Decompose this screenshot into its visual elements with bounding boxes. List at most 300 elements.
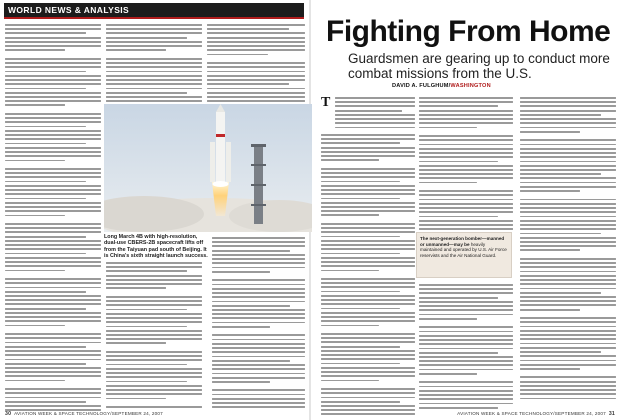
text-line bbox=[106, 279, 202, 281]
text-line bbox=[5, 138, 101, 140]
text-line bbox=[5, 231, 101, 233]
text-line bbox=[321, 299, 415, 301]
text-line bbox=[520, 355, 616, 357]
text-line bbox=[212, 402, 305, 404]
text-line bbox=[419, 394, 513, 396]
text-line bbox=[106, 270, 187, 272]
text-line bbox=[520, 254, 616, 256]
text-line bbox=[5, 172, 101, 174]
text-line bbox=[321, 375, 415, 377]
text-line bbox=[5, 388, 101, 390]
text-line bbox=[520, 220, 616, 222]
text-line bbox=[106, 62, 202, 64]
text-line bbox=[520, 207, 616, 209]
text-line bbox=[321, 286, 415, 288]
right-footer bbox=[457, 411, 615, 417]
text-line bbox=[5, 359, 101, 361]
left-footer bbox=[5, 411, 163, 417]
right-column-2 bbox=[419, 97, 513, 233]
right-column-3 bbox=[520, 97, 616, 402]
text-line bbox=[419, 118, 513, 120]
text-line bbox=[5, 312, 101, 314]
text-line bbox=[5, 193, 101, 195]
text-line bbox=[419, 326, 513, 328]
text-line bbox=[321, 316, 415, 318]
text-line bbox=[419, 403, 513, 405]
text-line bbox=[106, 372, 202, 374]
text-line bbox=[419, 177, 513, 179]
text-line bbox=[520, 245, 616, 247]
text-line bbox=[419, 373, 477, 375]
text-line bbox=[419, 377, 513, 379]
text-line bbox=[520, 393, 616, 395]
text-line bbox=[419, 352, 498, 354]
text-line bbox=[321, 236, 400, 238]
text-line bbox=[5, 397, 101, 399]
text-line bbox=[212, 317, 305, 319]
text-line bbox=[321, 155, 415, 157]
text-line bbox=[520, 190, 580, 192]
text-line bbox=[335, 101, 415, 103]
text-line bbox=[335, 105, 415, 107]
text-line bbox=[5, 371, 101, 373]
text-line bbox=[321, 164, 415, 166]
text-line bbox=[419, 211, 513, 213]
text-line bbox=[321, 380, 379, 382]
drop-cap: T bbox=[321, 95, 331, 110]
text-line bbox=[5, 126, 86, 128]
text-line bbox=[5, 130, 101, 132]
text-line bbox=[5, 401, 86, 403]
text-line bbox=[419, 169, 513, 171]
text-line bbox=[207, 88, 305, 90]
text-line bbox=[520, 131, 580, 133]
text-line bbox=[419, 297, 498, 299]
text-line bbox=[5, 367, 101, 369]
text-line bbox=[419, 228, 513, 230]
text-line bbox=[212, 279, 305, 281]
text-line bbox=[212, 334, 305, 336]
text-line bbox=[419, 318, 477, 320]
text-line bbox=[5, 109, 101, 111]
text-line bbox=[5, 303, 101, 305]
text-line bbox=[5, 236, 86, 238]
text-line bbox=[419, 360, 513, 362]
text-line bbox=[5, 71, 86, 73]
text-line bbox=[106, 28, 202, 30]
text-line bbox=[419, 152, 513, 154]
text-line bbox=[106, 389, 202, 391]
text-line bbox=[106, 24, 202, 26]
text-line bbox=[520, 173, 601, 175]
text-line bbox=[419, 161, 498, 163]
text-line bbox=[520, 182, 616, 184]
text-line bbox=[335, 127, 415, 129]
text-line bbox=[106, 342, 166, 344]
text-line bbox=[106, 304, 202, 306]
text-line bbox=[321, 261, 415, 263]
section-header bbox=[4, 3, 304, 17]
text-line bbox=[212, 398, 305, 400]
text-line bbox=[321, 388, 415, 390]
text-line bbox=[5, 49, 65, 51]
text-line bbox=[520, 321, 616, 323]
text-line bbox=[5, 278, 101, 280]
text-line bbox=[207, 49, 305, 51]
byline-name: DAVID A. FULGHUM/ bbox=[392, 83, 451, 89]
text-line bbox=[419, 369, 513, 371]
text-line bbox=[106, 32, 202, 34]
text-line bbox=[5, 240, 101, 242]
text-line bbox=[5, 37, 101, 39]
text-line bbox=[207, 45, 305, 47]
text-line bbox=[321, 384, 415, 386]
text-line bbox=[520, 309, 580, 311]
text-line bbox=[321, 409, 415, 411]
text-line bbox=[212, 254, 305, 256]
text-line bbox=[321, 329, 415, 331]
text-line bbox=[321, 265, 415, 267]
text-line bbox=[321, 392, 415, 394]
text-line bbox=[5, 265, 101, 267]
right-column-1 bbox=[335, 97, 415, 131]
text-line bbox=[207, 41, 305, 43]
text-line bbox=[321, 413, 415, 415]
text-line bbox=[520, 161, 616, 163]
text-line bbox=[207, 96, 305, 98]
text-line bbox=[106, 385, 202, 387]
text-line bbox=[106, 330, 202, 332]
text-line bbox=[106, 334, 202, 336]
text-line bbox=[335, 122, 415, 124]
text-line bbox=[321, 312, 415, 314]
text-line bbox=[5, 320, 101, 322]
text-line bbox=[321, 219, 415, 221]
text-line bbox=[207, 79, 305, 81]
text-line bbox=[321, 270, 379, 272]
text-line bbox=[5, 104, 65, 106]
text-line bbox=[212, 351, 305, 353]
text-line bbox=[520, 258, 616, 260]
text-line bbox=[419, 398, 513, 400]
text-line bbox=[321, 358, 415, 360]
rocket-launch-image bbox=[104, 104, 312, 232]
text-line bbox=[321, 248, 415, 250]
text-line bbox=[5, 45, 101, 47]
text-line bbox=[335, 97, 415, 99]
text-line bbox=[106, 283, 202, 285]
text-line bbox=[520, 262, 616, 264]
left-footer-title: AVIATION WEEK & SPACE TECHNOLOGY/SEPTEMBER 24, 2007 bbox=[14, 411, 163, 416]
text-line bbox=[419, 364, 513, 366]
left-column-1 bbox=[5, 24, 101, 414]
text-line bbox=[106, 92, 187, 94]
text-line bbox=[321, 333, 415, 335]
text-line bbox=[106, 296, 202, 298]
text-line bbox=[106, 83, 202, 85]
text-line bbox=[5, 113, 101, 115]
text-line bbox=[419, 135, 513, 137]
text-line bbox=[5, 354, 101, 356]
text-line bbox=[5, 198, 86, 200]
text-line bbox=[321, 147, 415, 149]
text-line bbox=[419, 207, 513, 209]
text-line bbox=[5, 342, 101, 344]
text-line bbox=[106, 351, 202, 353]
text-line bbox=[335, 114, 415, 116]
text-line bbox=[212, 377, 305, 379]
text-line bbox=[5, 316, 101, 318]
text-line bbox=[212, 339, 305, 341]
text-line bbox=[321, 206, 415, 208]
sidebar-caption-bold: The next-generation bomber—manned or unmanned—may be bbox=[420, 236, 505, 247]
section-title: WORLD NEWS & ANALYSIS bbox=[8, 5, 130, 15]
text-line bbox=[419, 407, 498, 409]
section-rule bbox=[4, 17, 304, 19]
text-line bbox=[5, 384, 101, 386]
text-line bbox=[419, 331, 513, 333]
text-line bbox=[106, 406, 202, 408]
text-line bbox=[419, 335, 513, 337]
text-line bbox=[106, 41, 202, 43]
text-line bbox=[106, 266, 202, 268]
text-line bbox=[520, 334, 616, 336]
text-line bbox=[321, 185, 415, 187]
text-line bbox=[335, 110, 402, 112]
text-line bbox=[106, 398, 166, 400]
text-line bbox=[106, 71, 202, 73]
text-line bbox=[106, 45, 202, 47]
text-line bbox=[212, 368, 305, 370]
text-line bbox=[520, 398, 616, 400]
text-line bbox=[106, 368, 202, 370]
text-line bbox=[212, 296, 305, 298]
text-line bbox=[5, 79, 101, 81]
text-line bbox=[520, 271, 616, 273]
article-byline bbox=[392, 83, 491, 89]
text-line bbox=[212, 394, 305, 396]
text-line bbox=[419, 97, 513, 99]
text-line bbox=[321, 151, 415, 153]
text-line bbox=[520, 360, 616, 362]
text-line bbox=[5, 92, 101, 94]
text-line bbox=[419, 288, 513, 290]
text-line bbox=[419, 182, 477, 184]
text-line bbox=[419, 216, 498, 218]
text-line bbox=[321, 367, 415, 369]
text-line bbox=[5, 287, 101, 289]
text-line bbox=[5, 155, 101, 157]
text-line bbox=[212, 241, 305, 243]
text-line bbox=[419, 314, 513, 316]
text-line bbox=[321, 278, 415, 280]
text-line bbox=[5, 337, 101, 339]
text-line bbox=[5, 257, 101, 259]
text-line bbox=[212, 330, 305, 332]
text-line bbox=[419, 165, 513, 167]
text-line bbox=[520, 381, 616, 383]
text-line bbox=[106, 402, 202, 404]
text-line bbox=[321, 168, 415, 170]
text-line bbox=[520, 165, 616, 167]
text-line bbox=[212, 356, 305, 358]
text-line bbox=[520, 275, 616, 277]
text-line bbox=[520, 177, 616, 179]
text-line bbox=[5, 282, 101, 284]
text-line bbox=[321, 257, 415, 259]
text-line bbox=[321, 405, 415, 407]
text-line bbox=[207, 92, 305, 94]
text-line bbox=[106, 292, 202, 294]
text-line bbox=[321, 159, 379, 161]
text-line bbox=[520, 169, 616, 171]
text-line bbox=[5, 405, 101, 407]
text-line bbox=[419, 190, 513, 192]
text-line bbox=[207, 100, 305, 102]
text-line bbox=[5, 215, 65, 217]
text-line bbox=[212, 237, 305, 239]
text-line bbox=[5, 75, 101, 77]
text-line bbox=[5, 100, 101, 102]
text-line bbox=[5, 134, 101, 136]
text-line bbox=[520, 338, 616, 340]
text-line bbox=[212, 406, 305, 408]
text-line bbox=[212, 389, 305, 391]
text-line bbox=[520, 351, 601, 353]
text-line bbox=[106, 262, 202, 264]
text-line bbox=[207, 58, 305, 60]
text-line bbox=[5, 62, 101, 64]
text-line bbox=[520, 152, 616, 154]
text-line bbox=[212, 292, 305, 294]
byline-location: WASHINGTON bbox=[450, 83, 491, 89]
text-line bbox=[520, 148, 616, 150]
rocket-launch-photo bbox=[104, 104, 312, 232]
article-headline: Fighting From Home bbox=[326, 15, 611, 48]
left-page-number: 30 bbox=[5, 411, 12, 417]
text-line bbox=[5, 223, 101, 225]
text-line bbox=[106, 321, 202, 323]
text-line bbox=[212, 250, 290, 252]
text-line bbox=[321, 214, 379, 216]
text-line bbox=[106, 37, 187, 39]
text-line bbox=[321, 134, 415, 136]
text-line bbox=[419, 301, 513, 303]
text-line bbox=[212, 360, 290, 362]
text-line bbox=[520, 194, 616, 196]
text-line bbox=[520, 228, 616, 230]
text-line bbox=[106, 355, 202, 357]
text-line bbox=[520, 296, 616, 298]
text-line bbox=[419, 203, 513, 205]
text-line bbox=[5, 151, 101, 153]
text-line bbox=[520, 118, 616, 120]
text-line bbox=[5, 164, 101, 166]
text-line bbox=[321, 193, 415, 195]
text-line bbox=[5, 189, 101, 191]
text-line bbox=[212, 322, 305, 324]
text-line bbox=[419, 144, 513, 146]
text-line bbox=[321, 202, 415, 204]
text-line bbox=[5, 54, 101, 56]
sidebar-caption-rest: heavily maintained and operated by U.S. Air Force reservists and the Air National Guard. bbox=[420, 241, 507, 258]
text-line bbox=[321, 138, 415, 140]
text-line bbox=[5, 375, 101, 377]
text-line bbox=[321, 350, 415, 352]
text-line bbox=[520, 224, 616, 226]
text-line bbox=[106, 275, 202, 277]
text-line bbox=[5, 227, 101, 229]
text-line bbox=[419, 292, 513, 294]
text-line bbox=[106, 326, 187, 328]
text-line bbox=[5, 168, 101, 170]
text-line bbox=[520, 292, 601, 294]
text-line bbox=[212, 305, 290, 307]
text-line bbox=[5, 346, 86, 348]
text-line bbox=[520, 186, 616, 188]
text-line bbox=[520, 199, 616, 201]
text-line bbox=[520, 266, 616, 268]
text-line bbox=[5, 24, 101, 26]
text-line bbox=[321, 397, 415, 399]
text-line bbox=[419, 356, 513, 358]
text-line bbox=[419, 199, 513, 201]
text-line bbox=[321, 308, 400, 310]
text-line bbox=[321, 295, 415, 297]
text-line bbox=[419, 343, 513, 345]
text-line bbox=[520, 385, 616, 387]
text-line bbox=[106, 347, 202, 349]
text-line bbox=[419, 348, 513, 350]
text-line bbox=[419, 224, 513, 226]
text-line bbox=[212, 262, 305, 264]
text-line bbox=[520, 241, 616, 243]
text-line bbox=[520, 144, 616, 146]
text-line bbox=[212, 364, 305, 366]
text-line bbox=[5, 185, 101, 187]
text-line bbox=[106, 376, 202, 378]
text-line bbox=[520, 389, 616, 391]
text-line bbox=[520, 233, 601, 235]
text-line bbox=[321, 198, 400, 200]
text-line bbox=[5, 295, 101, 297]
article-deck: Guardsmen are gearing up to conduct more combat missions from the U.S. bbox=[348, 51, 610, 81]
text-line bbox=[419, 390, 513, 392]
text-line bbox=[321, 240, 415, 242]
text-line bbox=[5, 350, 101, 352]
text-line bbox=[419, 139, 513, 141]
text-line bbox=[321, 371, 415, 373]
text-line bbox=[321, 325, 379, 327]
text-line bbox=[5, 291, 86, 293]
text-line bbox=[5, 253, 86, 255]
text-line bbox=[321, 337, 415, 339]
sidebar-callout bbox=[416, 232, 512, 278]
text-line bbox=[520, 135, 616, 137]
text-line bbox=[212, 267, 305, 269]
text-line bbox=[212, 385, 305, 387]
text-line bbox=[212, 347, 305, 349]
text-line bbox=[520, 347, 616, 349]
left-column-3-lower bbox=[212, 237, 305, 411]
text-line bbox=[321, 176, 415, 178]
text-line bbox=[106, 364, 187, 366]
text-line bbox=[207, 75, 305, 77]
text-line bbox=[212, 373, 305, 375]
text-line bbox=[207, 54, 268, 56]
text-line bbox=[106, 338, 202, 340]
text-line bbox=[321, 320, 415, 322]
